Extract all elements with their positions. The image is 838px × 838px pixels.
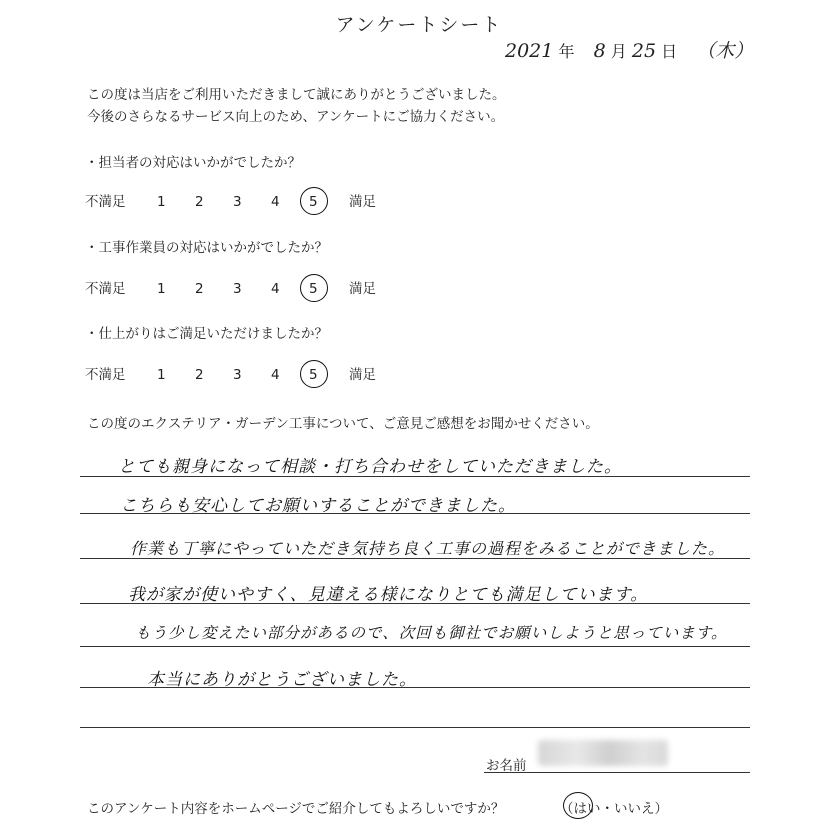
ruled-line — [80, 687, 750, 688]
rating-high-label: 満足 — [349, 194, 376, 210]
rating-finish — [85, 363, 405, 387]
date-day-unit: 日 — [661, 42, 678, 61]
rating-workers — [85, 277, 405, 301]
selected-yes-circle — [563, 792, 593, 819]
rating-option-5[interactable]: 5 — [309, 281, 318, 297]
comment-line: こちらも安心してお願いすることができました。 — [120, 496, 516, 516]
rating-staff — [85, 190, 405, 214]
selected-circle — [300, 360, 328, 388]
date-month-unit: 月 — [610, 42, 627, 61]
rating-high-label: 満足 — [349, 367, 376, 383]
ruled-line — [80, 558, 750, 559]
name-underline — [484, 772, 750, 773]
rating-low-label: 不満足 — [85, 194, 126, 210]
date-year: 2021 — [505, 40, 554, 62]
rating-option-5[interactable]: 5 — [309, 367, 318, 383]
date-year-unit: 年 — [558, 42, 575, 61]
selected-circle — [300, 187, 328, 215]
comment-line: とても親身になって相談・打ち合わせをしていただきました。 — [118, 457, 622, 477]
publish-answer-options[interactable]: （はい・いいえ） — [560, 801, 668, 817]
date-day: 25 — [631, 40, 657, 62]
intro-text — [87, 84, 506, 128]
ruled-line — [80, 727, 750, 728]
rating-option-2[interactable]: 2 — [195, 367, 204, 383]
ruled-line — [80, 603, 750, 604]
rating-option-3[interactable]: 3 — [233, 281, 242, 297]
selected-circle — [300, 274, 328, 302]
date-weekday: （木） — [696, 40, 754, 62]
comment-line: もう少し変えたい部分があるので、次回も御社でお願いしようと思っています。 — [135, 624, 728, 642]
rating-option-5[interactable]: 5 — [309, 194, 318, 210]
intro-line: この度は当店をご利用いただきまして誠にありがとうございました。 — [87, 87, 506, 103]
intro-line: 今後のさらなるサービス向上のため、アンケートにご協力ください。 — [87, 109, 505, 125]
rating-low-label: 不満足 — [85, 367, 126, 383]
ruled-line — [80, 646, 750, 647]
name-label: お名前 — [486, 758, 527, 774]
rating-option-3[interactable]: 3 — [233, 194, 242, 210]
comment-prompt: この度のエクステリア・ガーデン工事について、ご意見ご感想をお聞かせください。 — [87, 416, 599, 432]
rating-option-2[interactable]: 2 — [195, 281, 204, 297]
rating-option-3[interactable]: 3 — [233, 367, 242, 383]
rating-option-2[interactable]: 2 — [195, 194, 204, 210]
question-workers: ・工事作業員の対応はいかがでしたか？ — [85, 240, 328, 256]
ruled-line — [80, 513, 750, 514]
date-month: 8 — [593, 40, 606, 62]
redacted-name — [538, 740, 668, 766]
comment-line: 作業も丁寧にやっていただき気持ち良く工事の過程をみることができました。 — [130, 539, 726, 558]
rating-option-4[interactable]: 4 — [271, 194, 280, 210]
rating-option-4[interactable]: 4 — [271, 281, 280, 297]
date — [505, 36, 753, 63]
rating-option-1[interactable]: 1 — [157, 194, 166, 210]
rating-high-label: 満足 — [349, 281, 376, 297]
rating-option-1[interactable]: 1 — [157, 281, 166, 297]
rating-low-label: 不満足 — [85, 281, 126, 297]
comment-line: 我が家が使いやすく、見違える様になりとても満足しています。 — [128, 585, 649, 605]
publish-question: このアンケート内容をホームページでご紹介してもよろしいですか？ — [87, 801, 505, 817]
question-staff: ・担当者の対応はいかがでしたか？ — [85, 155, 301, 171]
rating-option-1[interactable]: 1 — [157, 367, 166, 383]
question-finish: ・仕上がりはご満足いただけましたか？ — [85, 326, 328, 342]
ruled-line — [80, 476, 750, 477]
rating-option-4[interactable]: 4 — [271, 367, 280, 383]
sheet-title: アンケートシート — [335, 14, 503, 36]
comment-line: 本当にありがとうございました。 — [147, 670, 417, 690]
